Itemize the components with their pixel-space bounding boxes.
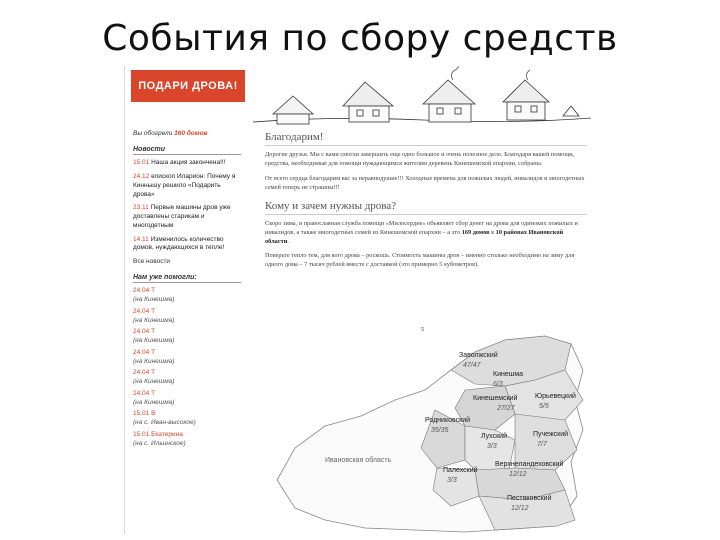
why-paragraph-1: Скоро зима, и православная служба помощи «Милосердие» объявляет сбор денег на дрова для одиноких пожилых и инвалидов, а также многодетных семей из Кинешемской епархии – а это 169 домов в 10 районах Ивановской области. (265, 220, 578, 245)
district-count: 3/3 (487, 443, 497, 450)
donation-goal: Вы обогрели 160 домов (133, 130, 208, 137)
main-content (265, 130, 587, 276)
donor-item: 24.04 Т (на Кинешма) (133, 369, 175, 386)
district-count: 6/3 (493, 381, 503, 388)
thanks-heading: Благодарим! (265, 130, 587, 146)
news-item[interactable]: 24.12 епископ Иларион: Почему я Киннышу решило «Подарить дрова» (133, 172, 236, 198)
district-count: 27/27 (497, 405, 515, 412)
goal-count: 160 домов (174, 130, 208, 137)
donor-item: 24.04 Т (на Кинешма) (133, 287, 175, 304)
sidebar (133, 130, 241, 534)
district-name: Заволжский (459, 352, 498, 359)
site-header (125, 66, 591, 128)
region-map (265, 330, 587, 534)
site-logo[interactable]: ПОДАРИ ДРОВА! (131, 70, 245, 102)
donor-item: 24.04 Т (на Кинешма) (133, 328, 175, 345)
district-count: 47/47 (463, 362, 481, 369)
district-name: Пестяковский (507, 495, 552, 502)
map-region-label: Ивановская область (325, 457, 392, 464)
donor-item: 24.04 Т (на Кинешма) (133, 389, 175, 406)
news-item[interactable]: 23.11 Первые машины дров уже доставлены старикам и многодетным (133, 204, 231, 229)
village-illustration-icon (253, 66, 591, 128)
page-number: 5 (421, 326, 425, 333)
website-screenshot (124, 66, 591, 534)
district-name: Кинешма (493, 371, 524, 378)
donor-item: 24.04 Т (на Кинешма) (133, 348, 175, 365)
news-item[interactable]: 14.11 Изменилось количество домов, нуждающихся в тепле! (133, 235, 225, 252)
donor-item: 15.01 Екатерина (на с. Ильинское) (133, 431, 186, 447)
district-name: Родниковский (425, 417, 471, 424)
all-news-link[interactable]: Все новости (133, 258, 171, 266)
donor-item: 24.04 Т (на Кинешма) (133, 307, 175, 324)
news-header: Новости (133, 145, 241, 155)
why-paragraph-2: Поверьте тепло тем, для кого дрова – роскошь. Стоимость машины дров – именно столько необходимо на зиму для одного дома – 7 тысяч рублей вместе с доставкой (это примерно 5 кубометров). (265, 252, 575, 269)
why-heading: Кому и зачем нужны дрова? (265, 199, 587, 215)
slide-title: События по сбору средств (102, 18, 618, 59)
donor-item: 15.01 В (на с. Иван-высокое) (133, 410, 196, 427)
news-item[interactable]: 15.01 Наша акция закончена!!! (133, 159, 226, 167)
district-count: 5/5 (539, 403, 549, 410)
district-name: Палехский (443, 467, 478, 474)
district-name: Верхнеландеховский (495, 461, 564, 468)
district-name: Лухский (481, 433, 507, 440)
district-count: 12/12 (511, 505, 529, 512)
district-count: 3/3 (447, 477, 457, 484)
district-count: 7/7 (537, 441, 547, 448)
district-name: Кинешемский (473, 395, 518, 402)
district-count: 12/12 (509, 471, 527, 478)
district-name: Юрьевецкий (535, 393, 576, 400)
thanks-paragraph-1: Дорогие друзья. Мы с вами смогли завершить еще одно большое и очень полезное дело. Благодаря вашей помощи, средства, необходимые для помощи нуждающимся жителям деревень Кинешемской епархии, собраны. (265, 151, 575, 168)
thanks-paragraph-2: От всего сердца благодарим вас за неравнодушие!!! Холодные времена для пожилых людей, инвалидов и многодетных семей теперь не страшны!!! (265, 175, 585, 191)
district-name: Пучежский (533, 431, 569, 438)
donors-header: Нам уже помогли: (133, 273, 241, 283)
district-count: 35/35 (431, 427, 449, 434)
